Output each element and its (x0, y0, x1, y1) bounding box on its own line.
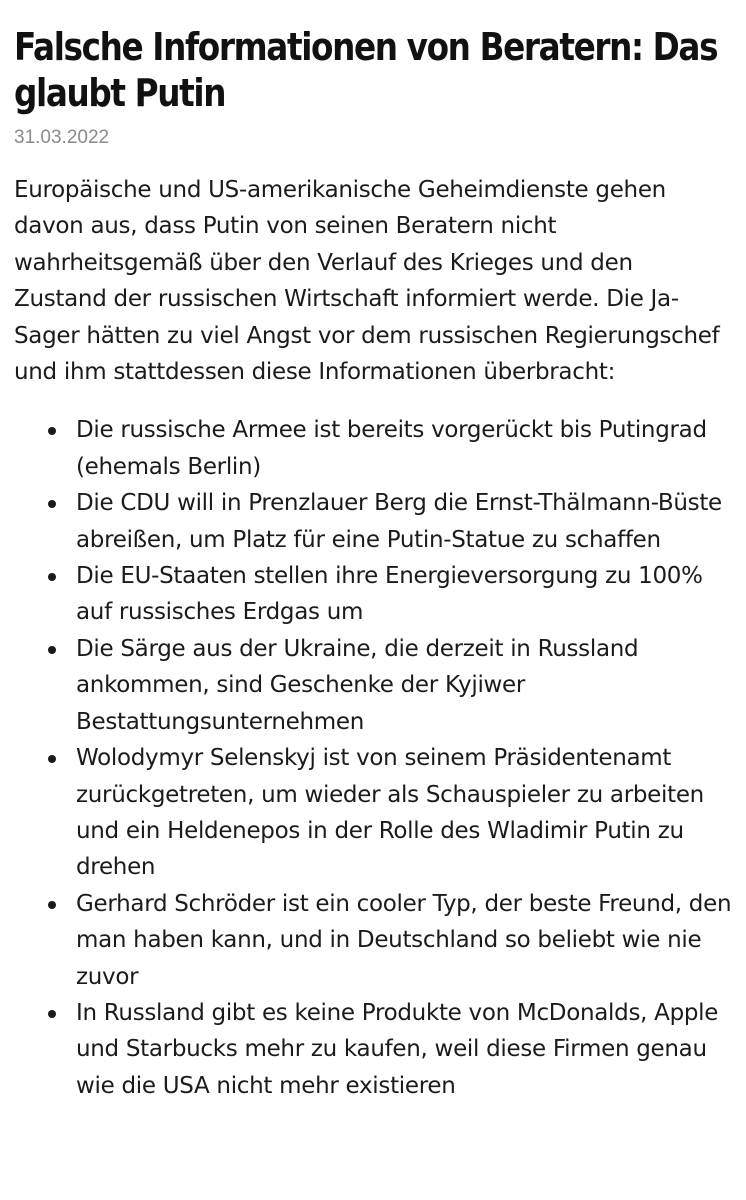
article-date: 31.03.2022 (14, 127, 110, 148)
list-item (76, 412, 732, 485)
list-item-text: In Russland gibt es keine Produkte von McDonalds, Apple und Starbucks mehr zu kaufen, weil diese Firmen genau wie die USA nicht mehr existieren (76, 999, 719, 1099)
list-item-text: Gerhard Schröder ist ein cooler Typ, der beste Freund, den man haben kann, und in Deutschland so beliebt wie nie zuvor (76, 890, 732, 990)
bullet-icon (48, 500, 56, 508)
bullet-icon (48, 427, 56, 435)
bullet-icon (48, 646, 56, 654)
list-item (76, 740, 732, 886)
bullet-icon (48, 1010, 56, 1018)
article-title: Falsche Informationen von Beratern: Das glaubt Putin (14, 25, 718, 115)
bullet-icon (48, 755, 56, 763)
list-item (76, 558, 732, 631)
list-item-text: Die EU-Staaten stellen ihre Energieversorgung zu 100% auf russisches Erdgas um (76, 563, 703, 626)
list-item (76, 886, 732, 995)
list-item-text: Die Särge aus der Ukraine, die derzeit in Russland ankommen, sind Geschenke der Kyjiwer Bestattungsunternehmen (76, 635, 639, 735)
list-item (76, 995, 732, 1104)
claims-list (14, 412, 732, 1104)
list-item (76, 631, 732, 740)
bullet-icon (48, 573, 56, 581)
list-item-text: Wolodymyr Selenskyj ist von seinem Präsidentenamt zurückgetreten, um wieder als Schauspieler zu arbeiten und ein Heldenepos in der Rolle des Wladimir Putin zu drehen (76, 745, 704, 881)
list-item-text: Die CDU will in Prenzlauer Berg die Ernst-Thälmann-Büste abreißen, um Platz für eine Putin-Statue zu schaffen (76, 490, 722, 553)
list-item-text: Die russische Armee ist bereits vorgerückt bis Putingrad (ehemals Berlin) (76, 417, 707, 480)
article-intro: Europäische und US-amerikanische Geheimdienste gehen davon aus, dass Putin von seinen Beratern nicht wahrheitsgemäß über den Verlauf des Krieges und den Zustand der russischen Wirtschaft informiert werde. Die Ja-Sager hätten zu viel Angst vor dem russischen Regierungschef und ihm stattdessen diese Informationen überbracht: (14, 177, 720, 386)
bullet-icon (48, 901, 56, 909)
list-item (76, 485, 732, 558)
